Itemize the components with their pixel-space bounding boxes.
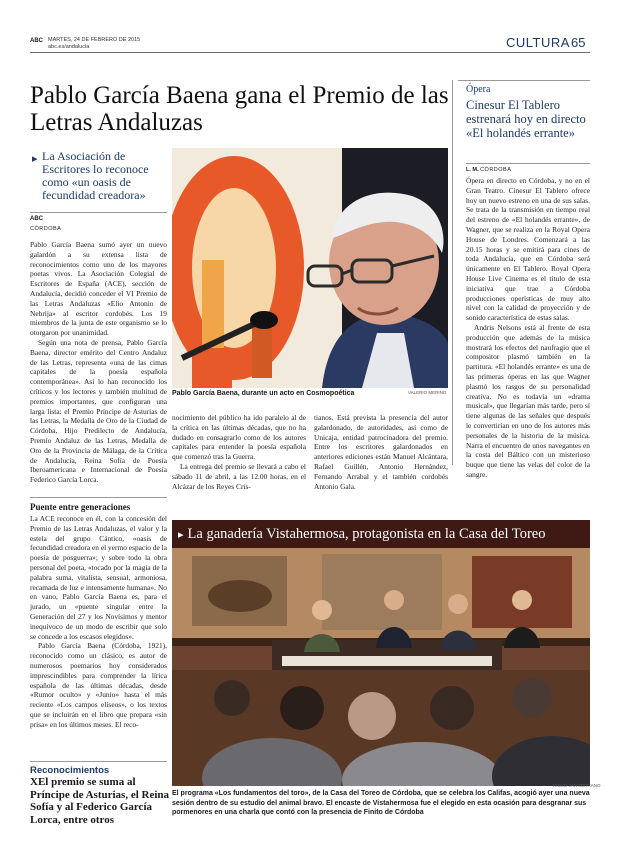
event-photo-credit: RISCO JAN SERRANO <box>553 783 601 788</box>
byline-rule <box>30 212 167 213</box>
sidebar-byline: L. M. <box>466 167 479 173</box>
paragraph: Pablo García Baena sumó ayer un nuevo galardón a su extensa lista de reconocimientos como uno de los mayores poetas vivos. La Asociación Colegial de Escritores de España (ACE), sección de Andalucía, decidió conceder el VI Premio de las Letras Andaluzas «Elio Antonio de Nebrija» al escritor cordobés. Los 19 miembros de la junta de este organismo se lo otorgaron por unanimidad. <box>30 240 167 338</box>
article-lead: La Asociación de Escritores lo reconoce como «un oasis de fecundidad creadora» <box>42 149 149 202</box>
feature-banner <box>172 520 590 548</box>
sidebar-byline-rule <box>466 163 590 164</box>
paragraph: Según una nota de prensa, Pablo García Baena, director emérito del Centro Andaluz de las Letras, representa «una de las cimas capitales de la poesía española contemporánea». Así lo han reconocido los críticos y los lectores y también multitud de premios importantes, que configuran una larga lista: el Premio Príncipe de Asturias de las Letras, la Medalla de Oro de la Ciudad de Córdoba, Hijo Predilecto de Andalucía, Premio Andaluz de las Letras, Medalla de Oro de la Provincia de Málaga, de la Crítica de Andalucía, Reina Sofía de Poesía Iberoamericana e Internacional de Poesía Federico García Lorca. <box>30 337 167 485</box>
article-column-1b <box>30 514 167 730</box>
reconocimientos-kicker: Reconocimientos <box>30 765 110 776</box>
paragraph: Ópera en directo en Córdoba, y no en el Gran Teatro. Cinesur El Tablero ofrece hoy un nuevo estreno en una de sus salas. Se trata de la transmisión en tiempo real del estreno de «El holandés errante», de Wagner, que se realiza en la Royal Opera House de Londres. Comenzará a las 20.15 horas y se emitirá para cines de toda Andalucía, que en Córdoba será únicamente en El Tablero. Royal Opera House Live Cinema es el título de esta iniciativa que trae a Córdoba producciones operísticas de muy alto nivel con la calidad de proyección y de sonido característica de estas salas. <box>466 176 590 323</box>
article-subhead: Puente entre generaciones <box>30 502 131 512</box>
portrait-caption: Pablo García Baena, durante un acto en Cosmopoética <box>172 390 355 397</box>
banner-title: La ganadería Vistahermosa, protagonista en la Casa del Toreo <box>187 526 546 542</box>
paragraph: Andris Nelsons está al frente de esta producción que además de la música mostrará los efectos del naufragio que el compositor plasmó también en la partitura. «El holandés errante» es una de las primeras óperas en las que Wagner plasmó los rasgos de su personalidad creativa. No es todavía un «drama musical», que llegarían más tarde, pero sí tiene algunas de las señales que después le convertirían en uno de los autores más personales de la historia de la música. Narra el encuentro de unos navegantes en la costa del Báltico con un misterioso buque que tiene las velas del color de la sangre. <box>466 322 590 479</box>
sidebar-byline-line <box>466 167 511 173</box>
portrait-photo-art <box>172 148 448 388</box>
article-column-1 <box>30 240 167 485</box>
portrait-credit: VALERIO MERINO <box>408 390 447 395</box>
paragraph: La ACE reconoce en él, con la concesión del Premio de las Letras Andaluzas, el valor y la estela del grupo Cántico, «oasis de fecundidad creadora en el yermo espacio de la poesía de posguerra»; y sobre todo la obra personal del poeta, «tocado por la magia de la palabra suma, vitalista, sensual, armoniosa, recamada de luz e intensamente humana». No en vano, Pablo García Baena es, para el jurado, un «puente singular entre la Generación del 27 y los Novísimos y mentor inequívoco de un modo de escribir que solo se concede a los escasos elegidos». <box>30 514 167 641</box>
article-column-2 <box>172 413 306 491</box>
site-url: abc.es/andalucia <box>48 44 90 50</box>
subhead-rule <box>30 497 167 498</box>
article-byline: ABC <box>30 216 43 222</box>
page-number: 65 <box>571 35 586 50</box>
event-caption: El programa «Los fundamentos del toro», de la Casa del Toreo de Córdoba, que se celebra los Califas, acogió ayer una nueva sesión dentro de su estudio del animal bravo. El encaste de Vistahermosa fue el elegido en esta ocasión para desgranar sus pormenores en una charla que contó con la presencia de Finito de Córdoba <box>172 790 590 816</box>
event-photo <box>172 548 590 786</box>
header-dateline <box>48 37 140 51</box>
paragraph: nocimiento del público ha ido paralelo al de la crítica en las últimas décadas, que no ha dudado en consagrarlo como de los autores capitales para entender la poesía española que comenzó tras la Guerra. <box>172 413 306 462</box>
sidebar-top-rule <box>458 80 590 81</box>
article-city: CÓRDOBA <box>30 226 62 232</box>
sidebar-body <box>466 176 590 480</box>
article-headline: Pablo García Baena gana el Premio de las Letras Andaluzas <box>30 82 449 136</box>
article-column-3 <box>314 413 448 491</box>
banner-arrow-icon: ▸ <box>178 529 184 541</box>
issue-date: MARTES, 24 DE FEBRERO DE 2015 <box>48 37 141 43</box>
paper-name: ABC <box>30 38 43 44</box>
section-name: CULTURA <box>506 35 570 50</box>
sidebar-headline: Cinesur El Tablero estrenará hoy en directo «El holandés errante» <box>466 98 586 140</box>
lead-arrow-icon: ▸ <box>32 153 38 165</box>
paragraph: tianos. Está prevista la presencia del autor galardonado, de autoridades, así como de Unicaja, entidad patrocinadora del premio. Entre los escritores galardonados en anteriores ediciones están Manuel Alcántara, Rafael Guillén, Antonio Hernández, Fernando Arrabal y el también cordobés Antonio Gala. <box>314 413 448 491</box>
sidebar-kicker: Ópera <box>466 84 491 95</box>
reconocimientos-rule <box>30 761 167 762</box>
paragraph: Pablo García Baena (Córdoba, 1921), reconocido como un clásico, es autor de numerosos poemarios hoy considerados imprescindibles para comprender la lírica española de las últimas décadas, desde «Rumor oculto» y «Junio» hasta el más reciente «Los campos elíseos», o los textos que se incluirán en el libro que prepara «sin prisa» en los últimos meses. El reco- <box>30 641 167 729</box>
reconocimientos-headline: XEl premio se suma al Príncipe de Asturias, el Reina Sofía y al Federico García Lorca, entre otros <box>30 776 170 826</box>
header-rule <box>30 52 590 53</box>
sidebar-divider <box>452 80 453 465</box>
portrait-photo <box>172 148 448 388</box>
paragraph: La entrega del premio se llevará a cabo el sábado 11 de abril, a las 12.00 horas, en el Alcázar de los Reyes Cris- <box>172 461 306 491</box>
event-photo-art <box>172 548 590 786</box>
sidebar-city: CÓRDOBA <box>480 167 512 173</box>
